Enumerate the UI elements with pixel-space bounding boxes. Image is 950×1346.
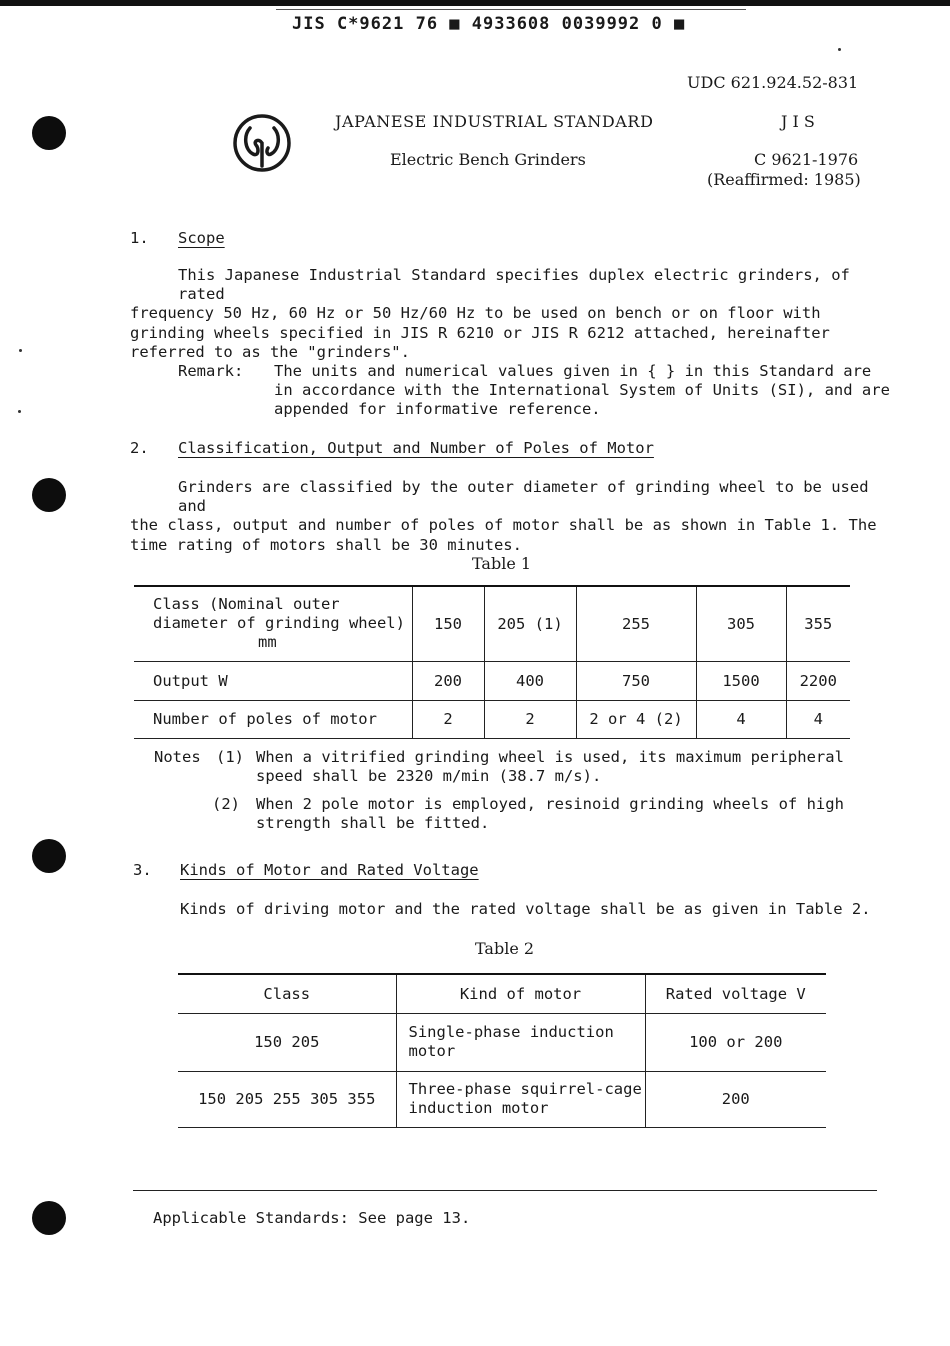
text-line: referred to as the "grinders". [130, 342, 410, 361]
udc-code: UDC 621.924.52-831 [687, 73, 859, 92]
table-cell: 750 [576, 661, 696, 700]
table-cell: 2 or 4 (2) [576, 700, 696, 738]
remark-label: Remark: [178, 362, 244, 380]
section-title: Scope [178, 229, 225, 247]
section-number: 2. [130, 439, 149, 457]
table-row [134, 586, 850, 661]
text-line: in accordance with the International System of Units (SI), and are [274, 381, 890, 400]
text-line: This Japanese Industrial Standard specifies duplex electric grinders, of rated [178, 266, 850, 304]
table-head-cell [134, 586, 412, 661]
jis-logo [229, 110, 295, 176]
table-cell: 200 [412, 661, 484, 700]
top-rule [276, 9, 746, 10]
row-label: Number of poles of motor [153, 710, 377, 728]
cell-line: Three-phase squirrel-cage [408, 1080, 642, 1098]
table-cell: 255 [576, 586, 696, 661]
table-cell [396, 1071, 645, 1127]
note-marker: (2) [212, 795, 240, 813]
text-line: strength shall be fitted. [256, 814, 490, 833]
text-line: the class, output and number of poles of motor shall be as shown in Table 1. The [130, 516, 877, 535]
note-marker: (1) [216, 748, 244, 766]
section-title: Kinds of Motor and Rated Voltage [180, 861, 479, 879]
table-cell: 4 [786, 700, 850, 738]
text-line: Grinders are classified by the outer diameter of grinding wheel to be used and [178, 478, 869, 516]
table-row [134, 700, 850, 738]
text-line: The units and numerical values given in { } in this Standard are [274, 362, 872, 380]
binder-hole [32, 839, 66, 873]
table-2 [178, 973, 826, 1128]
section-title: Classification, Output and Number of Poles of Motor [178, 439, 654, 457]
top-edge-bar [0, 0, 950, 6]
table-cell: 150 205 255 305 355 [198, 1090, 376, 1108]
table-row [178, 1071, 826, 1127]
table-cell: 1500 [696, 661, 786, 700]
table-1 [134, 585, 850, 739]
binder-hole [32, 1201, 66, 1235]
note-2 [256, 795, 876, 833]
table-cell [396, 1013, 645, 1071]
table-caption: Table 2 [475, 939, 535, 958]
table-cell: 305 [696, 586, 786, 661]
org-name: JAPANESE INDUSTRIAL STANDARD [335, 112, 654, 131]
cell-line: induction motor [408, 1099, 549, 1117]
binder-hole [32, 478, 66, 512]
table-cell: 200 [645, 1071, 826, 1127]
section-number: 3. [133, 861, 152, 879]
reaffirmed-note: (Reaffirmed: 1985) [707, 170, 861, 189]
table-cell: 100 or 200 [645, 1013, 826, 1071]
remark-text [274, 362, 894, 420]
text-line: appended for informative reference. [274, 400, 601, 419]
table-cell: 150 [412, 586, 484, 661]
table-cell: 150 205 [254, 1033, 320, 1051]
table-cell: 400 [484, 661, 576, 700]
standard-number: C 9621-1976 [754, 150, 859, 169]
table-cell: 205 (1) [484, 586, 576, 661]
table-cell: 2 [484, 700, 576, 738]
cell-line: Single-phase induction [408, 1023, 614, 1041]
doc-title: Electric Bench Grinders [390, 150, 586, 169]
head-line: diameter of grinding wheel) [153, 614, 405, 633]
classification-paragraph [130, 478, 900, 555]
table-header: Rated voltage V [645, 974, 826, 1013]
scope-paragraph [130, 266, 890, 362]
cell-line: motor [408, 1042, 456, 1060]
barcode-text: JIS C*9621 76 ■ 4933608 0039992 0 ■ [292, 14, 686, 34]
scan-speck [18, 410, 21, 413]
table-caption: Table 1 [472, 554, 532, 573]
text-line: frequency 50 Hz, 60 Hz or 50 Hz/60 Hz to be used on bench or on floor with [130, 304, 821, 323]
table-cell: 4 [696, 700, 786, 738]
notes-label: Notes [154, 748, 201, 766]
jis-mark-icon [229, 110, 295, 176]
text-line: When 2 pole motor is employed, resinoid grinding wheels of high [256, 795, 844, 813]
jis-label: J I S [781, 112, 815, 131]
scan-speck [838, 48, 841, 51]
table-row [134, 661, 850, 700]
note-1 [256, 748, 876, 786]
text-line: time rating of motors shall be 30 minutes. [130, 535, 522, 554]
table-row [178, 974, 826, 1013]
motor-paragraph: Kinds of driving motor and the rated voltage shall be as given in Table 2. [180, 900, 871, 918]
head-line: Class (Nominal outer [153, 595, 340, 614]
binder-hole [32, 116, 66, 150]
text-line: speed shall be 2320 m/min (38.7 m/s). [256, 767, 602, 786]
head-line: mm [258, 633, 277, 652]
footer-rule [133, 1190, 877, 1191]
table-cell: 2200 [786, 661, 850, 700]
table-header: Class [178, 974, 396, 1013]
table-cell: 355 [786, 586, 850, 661]
scan-speck [19, 349, 22, 352]
table-header: Kind of motor [396, 974, 645, 1013]
table-row [178, 1013, 826, 1071]
applicable-standards: Applicable Standards: See page 13. [153, 1209, 471, 1227]
section-number: 1. [130, 229, 149, 247]
row-label: Output W [153, 671, 228, 690]
table-cell: 2 [412, 700, 484, 738]
text-line: When a vitrified grinding wheel is used, its maximum peripheral [256, 748, 844, 766]
text-line: grinding wheels specified in JIS R 6210 or JIS R 6212 attached, hereinafter [130, 323, 830, 342]
